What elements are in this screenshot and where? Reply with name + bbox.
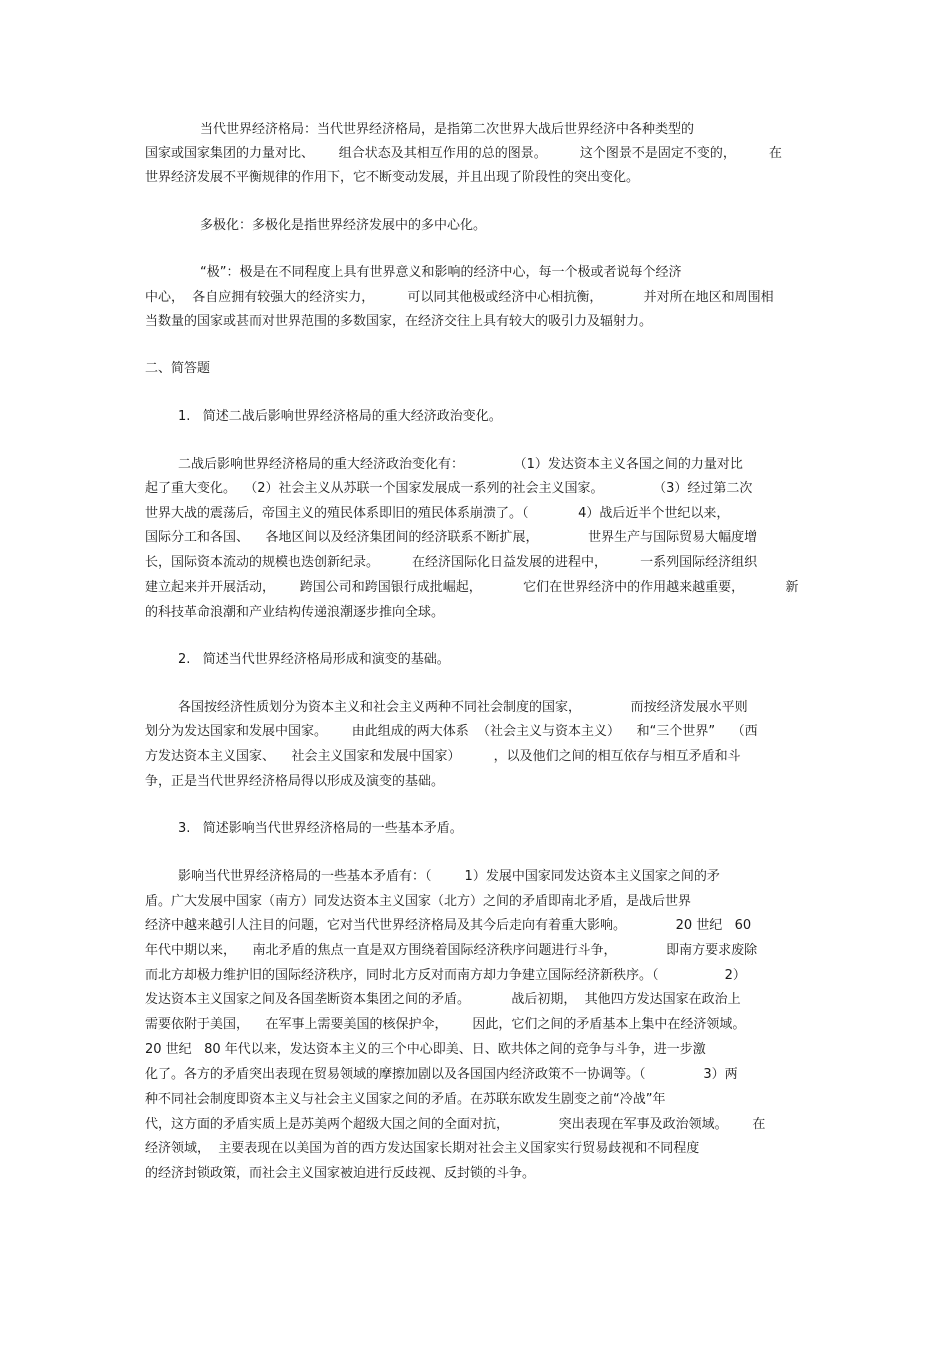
q2-line-1: 各国按经济性质划分为资本主义和社会主义两种不同社会制度的国家， 而按经济发展水平则 — [178, 700, 748, 715]
q1-line-7: 的科技革命浪潮和产业结构传递浪潮逐步推向全球。 — [145, 605, 445, 620]
term-3-line-1: “极”：极是在不同程度上具有世界意义和影响的经济中心，每一个极或者说每个经济 — [200, 265, 682, 280]
q3-line-6: 发达资本主义国家之间及各国垄断资本集团之间的矛盾。 战后初期， 其他四方发达国家在政治上 — [145, 992, 741, 1007]
term-1-line-1: 当代世界经济格局：当代世界经济格局，是指第二次世界大战后世界经济中各种类型的 — [200, 122, 695, 137]
term-3-line-2: 中心， 各自应拥有较强大的经济实力， 可以同其他极或经济中心相抗衡， 并对所在地区和周围相 — [145, 290, 774, 305]
q2-line-4: 争，正是当代世界经济格局得以形成及演变的基础。 — [145, 774, 445, 789]
q1-line-6: 建立起来并开展活动， 跨国公司和跨国银行成批崛起， 它们在世界经济中的作用越来越重要， 新 — [145, 580, 799, 595]
q3-line-13: 的经济封锁政策，而社会主义国家被迫进行反歧视、反封锁的斗争。 — [145, 1166, 536, 1181]
q3-line-8: 20 世纪 80 年代以来，发达资本主义的三个中心即美、日、欧共体之间的竞争与斗争，进一步激 — [145, 1042, 706, 1057]
q3-line-7: 需要依附于美国， 在军事上需要美国的核保护伞， 因此，它们之间的矛盾基本上集中在经济领域。 — [145, 1017, 746, 1032]
q2-line-2: 划分为发达国家和发展中国家。 由此组成的两大体系 （社会主义与资本主义） 和“三个世界” （西 — [145, 724, 758, 739]
q3-line-2: 盾。广大发展中国家（南方）同发达资本主义国家（北方）之间的矛盾即南北矛盾，是战后世界 — [145, 894, 692, 909]
q1-line-4: 国际分工和各国、 各地区间以及经济集团间的经济联系不断扩展， 世界生产与国际贸易大幅度增 — [145, 530, 758, 545]
question-1-title: 1. 简述二战后影响世界经济格局的重大经济政治变化。 — [178, 409, 502, 424]
q3-line-11: 代，这方面的矛盾实质上是苏美两个超级大国之间的全面对抗， 突出表现在军事及政治领域。 在 — [145, 1117, 766, 1132]
question-3-title: 3. 简述影响当代世界经济格局的一些基本矛盾。 — [178, 821, 463, 836]
q3-line-12: 经济领域， 主要表现在以美国为首的西方发达国家长期对社会主义国家实行贸易歧视和不同程度 — [145, 1141, 700, 1156]
q3-line-4: 年代中期以来， 南北矛盾的焦点一直是双方围绕着国际经济秩序问题进行斗争， 即南方要求废除 — [145, 943, 758, 958]
q2-line-3: 方发达资本主义国家、 社会主义国家和发展中国家） ，以及他们之间的相互依存与相互矛盾和斗 — [145, 749, 741, 764]
q3-line-3: 经济中越来越引人注目的问题，它对当代世界经济格局及其今后走向有着重大影响。 20 世纪 60 — [145, 918, 752, 933]
q3-line-5: 而北方却极力维护旧的国际经济秩序，同时北方反对而南方却力争建立国际经济新秩序。（ 2） — [145, 968, 746, 983]
term-3-line-3: 当数量的国家或甚而对世界范围的多数国家，在经济交往上具有较大的吸引力及辐射力。 — [145, 314, 653, 329]
q3-line-1: 影响当代世界经济格局的一些基本矛盾有：（ 1）发展中国家同发达资本主义国家之间的矛 — [178, 869, 720, 884]
q3-line-10: 种不同社会制度即资本主义与社会主义国家之间的矛盾。在苏联东欧发生剧变之前“冷战”年 — [145, 1092, 666, 1107]
section-title: 二、简答题 — [145, 361, 211, 376]
term-1-line-2: 国家或国家集团的力量对比、 组合状态及其相互作用的总的图景。 这个图景不是固定不变的， 在 — [145, 146, 782, 161]
question-2-title: 2. 简述当代世界经济格局形成和演变的基础。 — [178, 652, 450, 667]
q1-line-3: 世界大战的震荡后，帝国主义的殖民体系即旧的殖民体系崩溃了。（ 4）战后近半个世纪以来， — [145, 506, 730, 521]
term-2-line-1: 多极化：多极化是指世界经济发展中的多中心化。 — [200, 218, 487, 233]
q1-line-2: 起了重大变化。 （2）社会主义从苏联一个国家发展成一系列的社会主义国家。 （3）经过第二次 — [145, 481, 753, 496]
term-1-line-3: 世界经济发展不平衡规律的作用下，它不断变动发展，并且出现了阶段性的突出变化。 — [145, 170, 640, 185]
q3-line-9: 化了。各方的矛盾突出表现在贸易领域的摩擦加剧以及各国国内经济政策不一协调等。（ 3）两 — [145, 1067, 738, 1082]
q1-line-5: 长，国际资本流动的规模也迭创新纪录。 在经济国际化日益发展的进程中， 一系列国际经济组织 — [145, 555, 758, 570]
q1-line-1: 二战后影响世界经济格局的重大经济政治变化有： （1）发达资本主义各国之间的力量对比 — [178, 457, 743, 472]
